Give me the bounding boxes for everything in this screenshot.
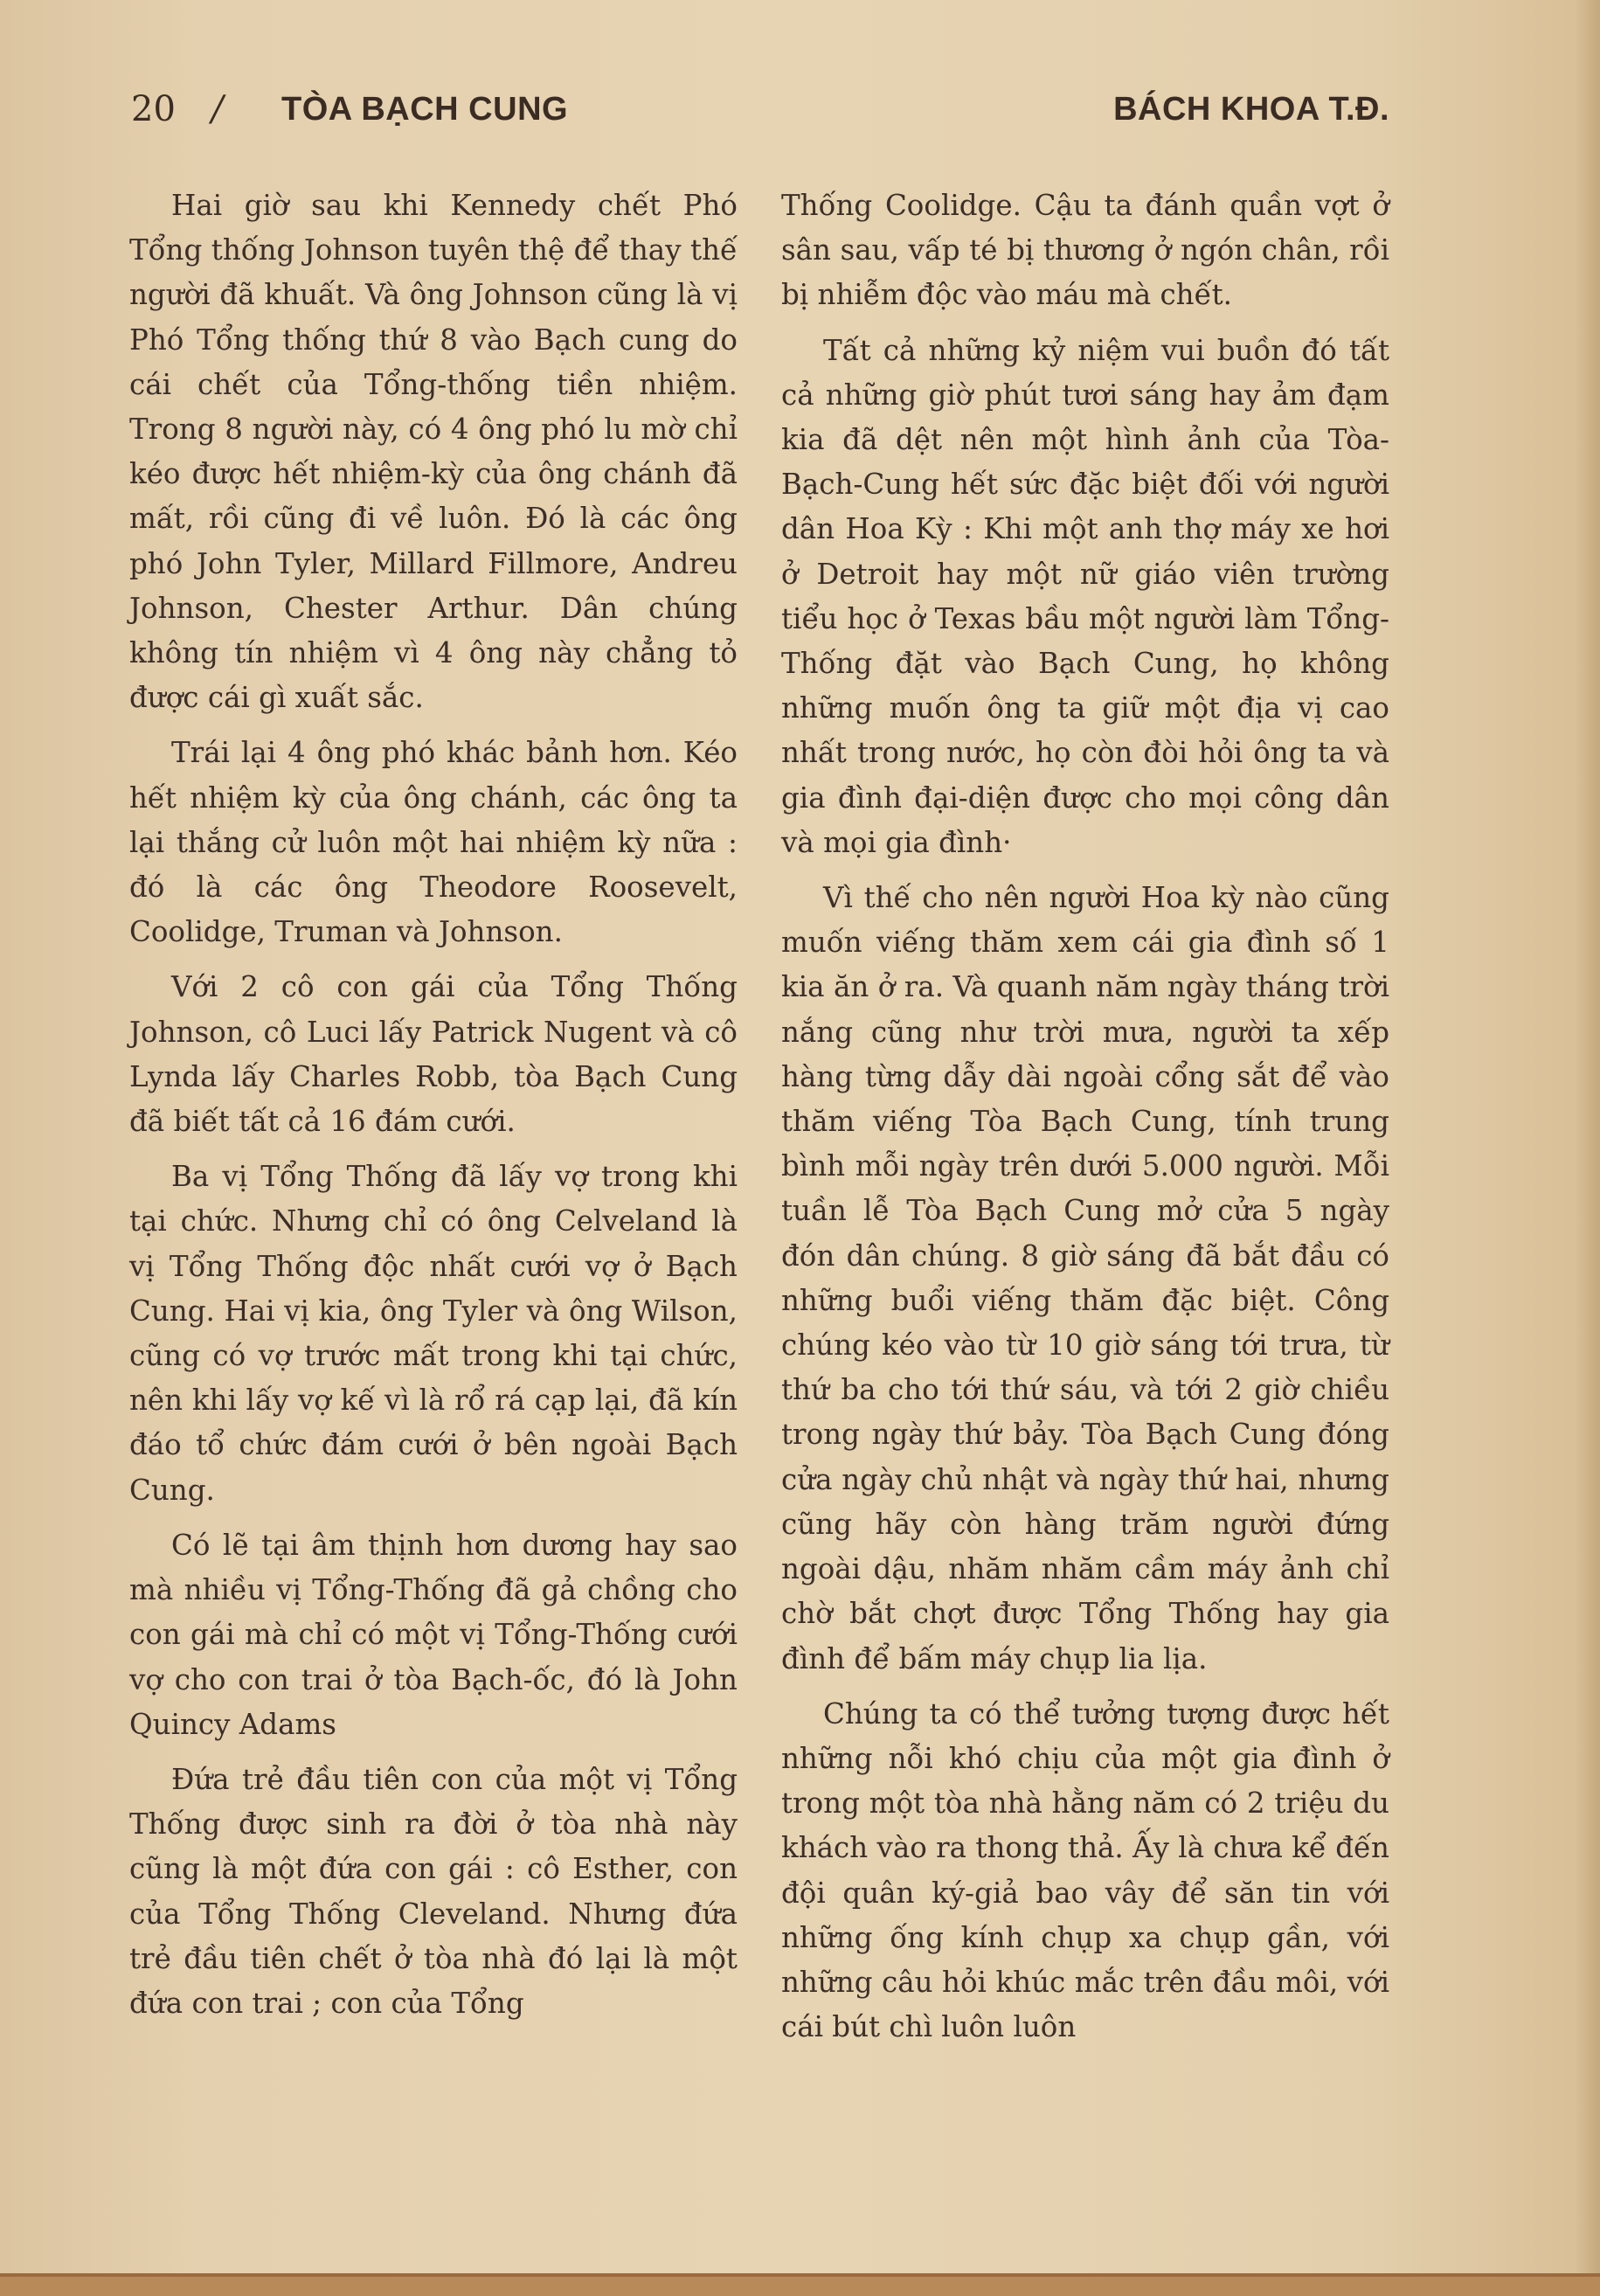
section-title: TÒA BẠCH CUNG — [281, 91, 569, 128]
paragraph: Có lẽ tại âm thịnh hơn dương hay sao mà nhiều vị Tổng-Thống đã gả chồng cho con gái mà chỉ có một vị Tổng-Thống cưới vợ cho con trai ở tòa Bạch-ốc, đó là John Quincy Adams — [129, 1528, 738, 1741]
paragraph: Với 2 cô con gái của Tổng Thống Johnson, cô Luci lấy Patrick Nugent và cô Lynda lấy Charles Robb, tòa Bạch Cung đã biết tất cả 16 đám cưới. — [129, 970, 738, 1139]
header-separator: / — [211, 89, 224, 129]
paragraph: Chúng ta có thể tưởng tượng được hết những nỗi khó chịu của một gia đình ở trong một tòa nhà hằng năm có 2 triệu du khách vào ra thong thả. Ấy là chưa kể đến đội quân ký-giả bao vây để săn tin với những ống kính chụp xa chụp gần, với những câu hỏi khúc mắc trên đầu môi, với cái bút chì luôn luôn — [781, 1696, 1389, 2044]
text-column-right — [781, 184, 1389, 2060]
page-bottom-border — [0, 2277, 1600, 2296]
text-column-left — [129, 184, 738, 2036]
paragraph: Trái lại 4 ông phó khác bảnh hơn. Kéo hết nhiệm kỳ của ông chánh, các ông ta lại thắng cử luôn một hai nhiệm kỳ nữa : đó là các ông Theodore Roosevelt, Coolidge, Truman và Johnson. — [129, 736, 738, 949]
paragraph-continuation: Thống Coolidge. Cậu ta đánh quần vợt ở sân sau, vấp té bị thương ở ngón chân, rồi bị nhiễm độc vào máu mà chết. — [781, 189, 1389, 312]
page-right-edge-shadow — [1576, 0, 1600, 2296]
page-header — [131, 89, 1389, 142]
magazine-title: BÁCH KHOA T.Đ. — [1113, 91, 1389, 128]
paragraph: Ba vị Tổng Thống đã lấy vợ trong khi tại chức. Nhưng chỉ có ông Celveland là vị Tổng Thống độc nhất cưới vợ ở Bạch Cung. Hai vị kia, ông Tyler và ông Wilson, cũng có vợ trước mất trong khi tại chức, nên khi lấy vợ kế vì là rổ rá cạp lại, đã kín đáo tổ chức đám cưới ở bên ngoài Bạch Cung. — [129, 1160, 738, 1507]
paragraph: Đứa trẻ đầu tiên con của một vị Tổng Thống được sinh ra đời ở tòa nhà này cũng là một đứa con gái : cô Esther, con của Tổng Thống Cleveland. Nhưng đứa trẻ đầu tiên chết ở tòa nhà đó lại là một đứa con trai ; con của Tổng — [129, 1762, 738, 2020]
paragraph: Vì thế cho nên người Hoa kỳ nào cũng muốn viếng thăm xem cái gia đình số 1 kia ăn ở ra. Và quanh năm ngày tháng trời nắng cũng như trời mưa, người ta xếp hàng từng dẫy dài ngoài cổng sắt để vào thăm viếng Tòa Bạch Cung, tính trung bình mỗi ngày trên dưới 5.000 người. Mỗi tuần lễ Tòa Bạch Cung mở cửa 5 ngày đón dân chúng. 8 giờ sáng đã bắt đầu có những buổi viếng thăm đặc biệt. Công chúng kéo vào từ 10 giờ sáng tới trưa, từ thứ ba cho tới thứ sáu, và tới 2 giờ chiều trong ngày thứ bảy. Tòa Bạch Cung đóng cửa ngày chủ nhật và ngày thứ hai, nhưng cũng hãy còn hàng trăm người đứng ngoài dậu, nhăm nhăm cầm máy ảnh chỉ chờ bắt chợt được Tổng Thống hay gia đình để bấm máy chụp lia lịa. — [781, 881, 1389, 1675]
page-number: 20 — [131, 89, 176, 129]
paragraph: Hai giờ sau khi Kennedy chết Phó Tổng thống Johnson tuyên thệ để thay thế người đã khuất. Và ông Johnson cũng là vị Phó Tổng thống thứ 8 vào Bạch cung do cái chết của Tổng-thống tiền nhiệm. Trong 8 người này, có 4 ông phó lu mờ chỉ kéo được hết nhiệm-kỳ của ông chánh đã mất, rồi cũng đi về luôn. Đó là các ông phó John Tyler, Millard Fillmore, Andreu Johnson, Chester Arthur. Dân chúng không tín nhiệm vì 4 ông này chẳng tỏ được cái gì xuất sắc. — [129, 189, 738, 715]
paragraph: Tất cả những kỷ niệm vui buồn đó tất cả những giờ phút tươi sáng hay ảm đạm kia đã dệt nên một hình ảnh của Tòa-Bạch-Cung hết sức đặc biệt đối với người dân Hoa Kỳ : Khi một anh thợ máy xe hơi ở Detroit hay một nữ giáo viên trường tiểu học ở Texas bầu một người làm Tổng-Thống đặt vào Bạch Cung, họ không những muốn ông ta giữ một địa vị cao nhất trong nước, họ còn đòi hỏi ông ta và gia đình đại-diện được cho mọi công dân và mọi gia đình· — [781, 333, 1389, 859]
